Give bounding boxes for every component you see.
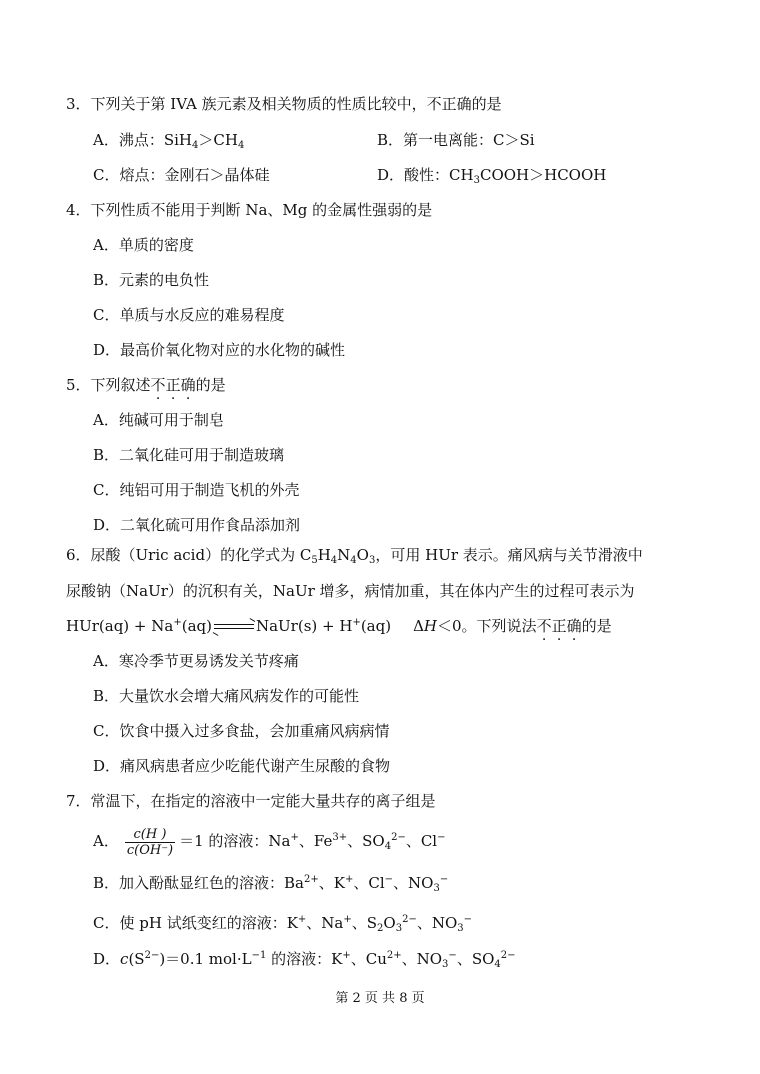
q4-stem: 4．下列性质不能用于判断 Na、Mg 的金属性强弱的是 xyxy=(66,201,433,219)
fraction: $\frac{c(H )}{c(OH^-)}$ xyxy=(126,826,174,858)
q5-stem: 5．下列叙述不正确的是 xyxy=(66,376,226,394)
q4-option-b: B．元素的电负性 xyxy=(93,271,210,289)
q4-option-d: D．最高价氧化物对应的水化物的碱性 xyxy=(93,341,346,359)
q5-option-c: C．纯铝可用于制造飞机的外壳 xyxy=(93,481,300,499)
q5-option-a: A．纯碱可用于制皂 xyxy=(93,411,224,429)
q3-option-d: D．酸性：$CH_3COOH>HCOOH$ xyxy=(377,166,607,186)
emphasis-char: 不 xyxy=(536,617,552,635)
emphasis-char: 不 xyxy=(150,376,166,394)
q7-stem: 7．常温下，在指定的溶液中一定能大量共存的离子组是 xyxy=(66,792,436,810)
q6-option-b: B．大量饮水会增大痛风病发作的可能性 xyxy=(93,687,360,705)
q3-option-a: A．沸点：$SiH_4>CH_4$ xyxy=(93,131,245,151)
q7-option-c: C．使 pH 试纸变红的溶液：K+、Na+、$S_2O_3^{2-}$、$NO_3^-$ xyxy=(93,914,473,934)
q3-stem: 3．下列关于第 IVA 族元素及相关物质的性质比较中，不正确的是 xyxy=(66,95,502,113)
q6-stem-line2: 尿酸钠（NaUr）的沉积有关，NaUr 增多，病情加重，其在体内产生的过程可表示为 xyxy=(66,582,635,600)
q7-option-a: A． $\frac{c(H )}{c(OH^-)}$ ＝1 的溶液：Na+、$Fe^{3+}$、$SO_4^{2-}$、Cl− xyxy=(93,826,446,858)
emphasis-char: 正 xyxy=(165,376,181,394)
q3-option-b: B．第一电离能：C＞Si xyxy=(377,131,535,149)
q6-stem-line1: 6．尿酸（Uric acid）的化学式为 $C_5H_4N_4O_3$，可用 HUr 表示。痛风病与关节滑液中 xyxy=(66,546,643,566)
q6-option-d: D．痛风病患者应少吃能代谢产生尿酸的食物 xyxy=(93,757,391,775)
emphasis-char: 正 xyxy=(551,617,567,635)
q7-option-b: B．加入酚酞显红色的溶液：$Ba^{2+}$、K+、Cl−、$NO_3^-$ xyxy=(93,874,449,894)
q5-option-b: B．二氧化硅可用于制造玻璃 xyxy=(93,446,285,464)
q6-option-a: A．寒冷季节更易诱发关节疼痛 xyxy=(93,652,299,670)
q7-option-d: D．$c(S^{2-})=0.1$ $mol\cdot L^{-1}$ 的溶液：K+、$Cu^{2+}$、$NO_3^-$、$SO_4^{2-}$ xyxy=(93,950,516,970)
page-number-footer: 第 2 页 共 8 页 xyxy=(335,991,425,1006)
emphasis-char: 确 xyxy=(566,617,582,635)
q5-option-d: D．二氧化硫可用作食品添加剂 xyxy=(93,516,301,534)
q4-option-c: C．单质与水反应的难易程度 xyxy=(93,306,285,324)
equilibrium-arrow-icon xyxy=(214,620,254,634)
emphasis-char: 确 xyxy=(180,376,196,394)
q6-option-c: C．饮食中摄入过多食盐，会加重痛风病病情 xyxy=(93,722,390,740)
q6-equation-line: HUr(aq) + Na+(aq) NaUr(s) + H+(aq) ΔH＜0。下列说法不正确的是 xyxy=(66,617,612,635)
q3-option-c: C．熔点：金刚石＞晶体硅 xyxy=(93,166,270,184)
q4-option-a: A．单质的密度 xyxy=(93,236,194,254)
